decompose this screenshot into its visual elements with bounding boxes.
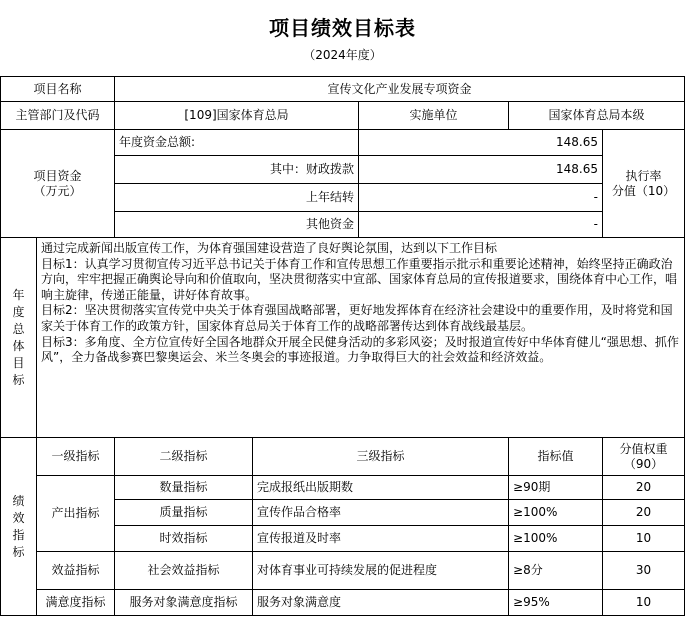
goal-3: 目标3：多角度、全方位宣传好全国各地群众开展全民健身活动的多彩风姿；及时报道宣传好中华体育健儿“强思想、抓作风”，全力备战参赛巴黎奥运会、米兰冬奥会的事迹报道。力争取得巨大的社会效益和经济效益。 — [41, 334, 679, 365]
satisfaction-indicator-label: 满意度指标 — [37, 590, 115, 616]
carryover-value: - — [359, 184, 603, 212]
exec-rate-cell — [603, 130, 685, 238]
table-row-l2: 服务对象满意度指标 — [115, 590, 253, 616]
table-row-l3: 宣传作品合格率 — [253, 500, 509, 526]
perf-label-char: 效 — [12, 510, 25, 525]
perf-label-char: 标 — [12, 544, 25, 559]
header-level1: 一级指标 — [37, 438, 115, 476]
table-row-l2: 数量指标 — [115, 476, 253, 500]
goal-label-char: 目 — [12, 355, 25, 370]
goal-label-char: 体 — [12, 338, 25, 353]
exec-rate-line2: 分值（10） — [611, 183, 676, 198]
header-level2: 二级指标 — [115, 438, 253, 476]
annual-goal-label — [1, 238, 37, 438]
table-row-l3: 服务对象满意度 — [253, 590, 509, 616]
fiscal-funds-label: 其中：财政拨款 — [115, 156, 359, 184]
funds-label-line2: （万元） — [33, 183, 82, 198]
table-row-value: ≥90期 — [509, 476, 603, 500]
table-row-weight: 30 — [603, 552, 685, 590]
goal-intro: 通过完成新闻出版宣传工作，为体育强国建设营造了良好舆论氛围，达到以下工作目标 — [41, 241, 498, 255]
table-row-weight: 10 — [603, 526, 685, 552]
table-row-value: ≥95% — [509, 590, 603, 616]
exec-rate-line1: 执行率 — [625, 168, 662, 183]
fiscal-funds-value: 148.65 — [359, 156, 603, 184]
goal-1: 目标1：认真学习贯彻宣传习近平总书记关于体育工作和宣传思想工作重要指示批示和重要论述精神，始终坚持正确政治方向，牢牢把握正确舆论导向和价值取向，坚决贯彻落实中宣部、国家体育总局的宣传报道要求，围绕体育中心工作，唱响主旋律，传递正能量，讲好体育故事。 — [41, 256, 678, 302]
other-funds-value: - — [359, 212, 603, 238]
table-row-value: ≥8分 — [509, 552, 603, 590]
table-row-weight: 20 — [603, 500, 685, 526]
carryover-label: 上年结转 — [115, 184, 359, 212]
output-indicator-label: 产出指标 — [37, 476, 115, 552]
goal-label-char: 标 — [12, 372, 25, 387]
project-name-value: 宣传文化产业发展专项资金 — [115, 77, 685, 102]
header-weight: 分值权重（90） — [603, 438, 685, 476]
perf-label-char: 指 — [12, 527, 25, 542]
impl-unit-label: 实施单位 — [359, 102, 509, 130]
goal-label-char: 年 — [12, 287, 25, 302]
table-row-weight: 10 — [603, 590, 685, 616]
header-level3: 三级指标 — [253, 438, 509, 476]
header-value: 指标值 — [509, 438, 603, 476]
table-row-l3: 对体育事业可持续发展的促进程度 — [253, 552, 509, 590]
table-row-l2: 时效指标 — [115, 526, 253, 552]
goal-2: 目标2：坚决贯彻落实宣传党中央关于体育强国战略部署，更好地发挥体育在经济社会建设中的重要作用，及时将党和国家关于体育工作的政策方针，国家体育总局关于体育工作的战略部署传达到体育战线最基层。 — [41, 303, 673, 333]
table-row-l3: 宣传报道及时率 — [253, 526, 509, 552]
total-funds-value: 148.65 — [359, 130, 603, 156]
goal-label-char: 总 — [12, 321, 25, 336]
performance-label — [1, 438, 37, 616]
project-name-label: 项目名称 — [1, 77, 115, 102]
goal-label-char: 度 — [12, 304, 25, 319]
perf-label-char: 绩 — [12, 493, 25, 508]
funds-label — [1, 130, 115, 238]
table-row-value: ≥100% — [509, 526, 603, 552]
table-row-l2: 质量指标 — [115, 500, 253, 526]
dept-label: 主管部门及代码 — [1, 102, 115, 130]
page-title: 项目绩效目标表 — [269, 16, 416, 40]
impl-unit-value: 国家体育总局本级 — [509, 102, 685, 130]
table-row-l2: 社会效益指标 — [115, 552, 253, 590]
benefit-indicator-label: 效益指标 — [37, 552, 115, 590]
table-row-value: ≥100% — [509, 500, 603, 526]
performance-table — [0, 76, 685, 616]
annual-goal-content — [37, 238, 685, 438]
total-funds-label: 年度资金总额: — [115, 130, 359, 156]
table-row-weight: 20 — [603, 476, 685, 500]
year-subtitle: （2024年度） — [303, 48, 382, 62]
funds-label-line1: 项目资金 — [33, 168, 82, 183]
table-row-l3: 完成报纸出版期数 — [253, 476, 509, 500]
other-funds-label: 其他资金 — [115, 212, 359, 238]
dept-value: [109]国家体育总局 — [115, 102, 359, 130]
